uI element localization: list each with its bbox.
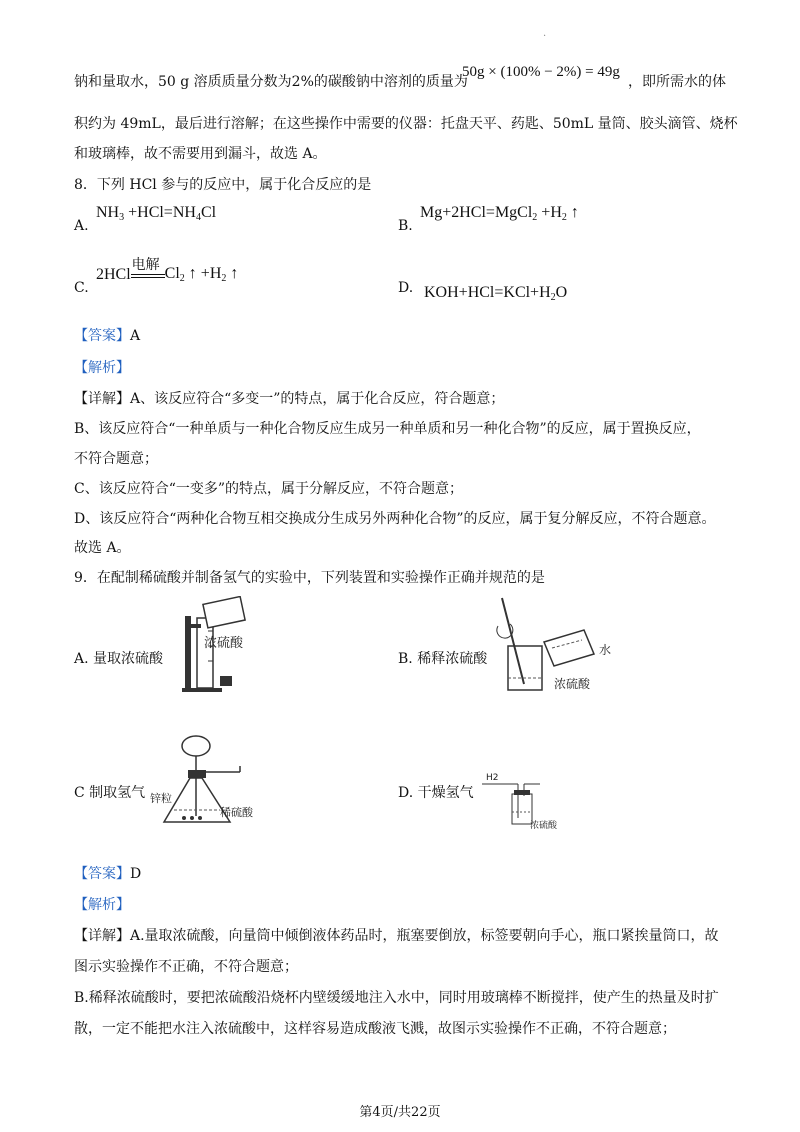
q8-detail-line-3: 不符合题意； <box>74 451 158 467</box>
q8-option-d-label: D. <box>398 280 414 296</box>
p1-line2: 积约为 49mL，最后进行溶解；在这些操作中需要的仪器：托盘天平、药匙、50mL 量筒、胶头滴管、烧杯 <box>74 116 738 132</box>
q9-detail-line-4: 散，一定不能把水注入浓硫酸中，这样容易造成酸液飞溅，故图示实验操作不正确，不符合题意； <box>74 1021 676 1037</box>
fig-d-label-conc-acid: 浓硫酸 <box>530 821 558 831</box>
q8-option-d-equation: $KOH+HCl=KCl+H_2O$ <box>424 284 568 303</box>
measuring-cylinder-figure <box>175 596 275 696</box>
hydrogen-generator-figure <box>150 726 270 832</box>
fig-b-label-water: 水 <box>599 643 612 657</box>
q8-option-c-label: C. <box>74 280 89 296</box>
q8-option-a-label: A. <box>74 218 89 234</box>
gas-drying-figure <box>480 770 590 832</box>
q9-option-c-label: C 制取氢气 <box>74 785 146 801</box>
q9-option-a-label: A. 量取浓硫酸 <box>74 651 164 667</box>
fig-a-label-conc-acid: 浓硫酸 <box>204 636 244 651</box>
fig-c-label-zinc: 锌粒 <box>150 792 172 805</box>
p1-line1-post: ，即所需水的体 <box>628 74 726 90</box>
q8-option-a-equation: $NH_3 +HCl=NH_4Cl$ <box>96 204 217 223</box>
q9-detail-line-1 <box>74 926 719 946</box>
q9-answer-value: D <box>130 866 142 882</box>
q8-detail-text-1: A、该反应符合“多变一”的特点，属于化合反应，符合题意； <box>130 391 505 407</box>
electrolysis-condition: 电解 <box>131 257 160 273</box>
q8-answer <box>74 326 140 346</box>
q8-answer-tag: 【答案】 <box>74 328 130 344</box>
q8-option-b-label: B. <box>398 218 413 234</box>
q8-detail-line-1 <box>74 389 504 409</box>
q9-detail-line-2: 图示实验操作不正确，不符合题意； <box>74 959 298 975</box>
q8-option-c-equation: 2HCl 电解 $Cl_2$ ↑ $+H_2$ ↑ <box>96 256 238 284</box>
q9-detail-tag: 【详解】 <box>74 928 130 944</box>
q9-answer-tag: 【答案】 <box>74 866 130 882</box>
fig-b-label-conc-acid: 浓硫酸 <box>554 677 591 691</box>
q8-stem: 8．下列 HCl 参与的反应中，属于化合反应的是 <box>74 177 372 193</box>
p1-line1-pre: 钠和量取水，50 g 溶质质量分数为2%的碳酸钠中溶剂的质量为 <box>74 74 468 90</box>
q8-detail-tag: 【详解】 <box>74 391 130 407</box>
q9-answer <box>74 864 141 884</box>
p1-formula: 50g × (100% − 2%) = 49g <box>462 64 620 80</box>
page-footer: 第4页/共22页 <box>359 1105 441 1120</box>
q9-option-d-label: D. 干燥氢气 <box>398 785 474 801</box>
q8-option-b-equation: Mg+2HCl=MgCl$_2$ $+H_2$ ↑ <box>420 204 579 223</box>
fig-c-label-dilute-acid: 稀硫酸 <box>220 806 253 819</box>
q8-detail-line-5: D、该反应符合“两种化合物互相交换成分生成另外两种化合物”的反应，属于复分解反应，不符合题意。 <box>74 511 716 527</box>
q9-detail-line-3: B.稀释浓硫酸时，要把浓硫酸沿烧杯内壁缓缓地注入水中，同时用玻璃棒不断搅拌，使产生的热量及时扩 <box>74 990 719 1006</box>
q9-stem: 9．在配制稀硫酸并制备氢气的实验中，下列装置和实验操作正确并规范的是 <box>74 570 545 586</box>
q9-option-b-label: B. 稀释浓硫酸 <box>398 651 488 667</box>
q8-detail-line-2: B、该反应符合“一种单质与一种化合物反应生成另一种单质和另一种化合物”的反应，属于置换反应， <box>74 421 701 437</box>
fig-d-label-h2: H2 <box>486 773 499 783</box>
q8-analysis-tag: 【解析】 <box>74 360 130 376</box>
q8-answer-value: A <box>130 328 141 344</box>
dilution-figure <box>494 596 624 700</box>
page-mark: . <box>543 28 547 39</box>
q8-detail-line-4: C、该反应符合“一变多”的特点，属于分解反应，不符合题意； <box>74 481 464 497</box>
q8-detail-line-6: 故选 A。 <box>74 540 131 556</box>
q9-detail-text-1: A.量取浓硫酸，向量筒中倾倒液体药品时，瓶塞要倒放，标签要朝向手心，瓶口紧挨量筒口，故 <box>130 928 719 944</box>
q9-analysis-tag: 【解析】 <box>74 897 130 913</box>
p1-line3: 和玻璃棒，故不需要用到漏斗，故选 A。 <box>74 146 327 162</box>
